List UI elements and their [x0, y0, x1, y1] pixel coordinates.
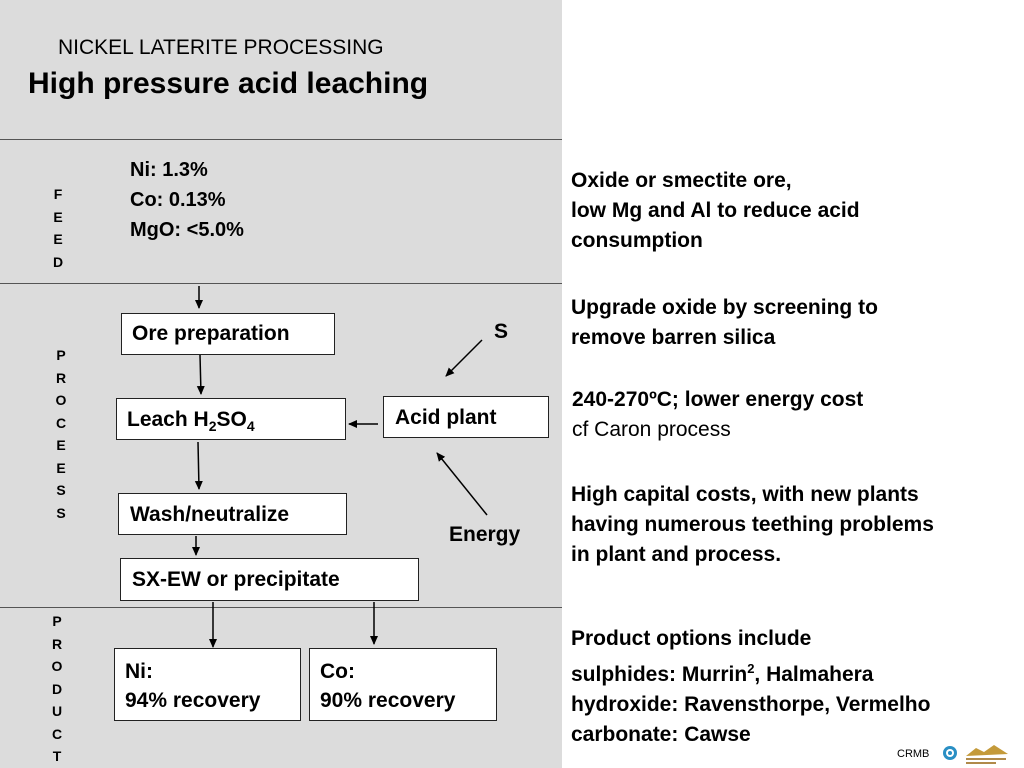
- note-feed: Oxide or smectite ore, low Mg and Al to reduce acid consumption: [571, 169, 860, 252]
- arrow-energy-to-acid: [437, 453, 487, 515]
- page-subtitle: NICKEL LATERITE PROCESSING: [58, 36, 384, 59]
- leach-box: Leach $H_2SO_4$: [116, 398, 346, 440]
- arrow-s-to-acid: [446, 340, 482, 376]
- partner-logo-icon: [964, 742, 1010, 766]
- arrow-leach-to-wash: [198, 442, 199, 489]
- sxew-box: SX-EW or precipitate: [120, 558, 419, 601]
- note-temperature: 240-270ºC; lower energy cost cf Caron process: [572, 388, 864, 441]
- ni-product-box: Ni: 94% recovery: [114, 648, 301, 721]
- note-upgrade: Upgrade oxide by screening to remove barren silica: [571, 296, 878, 349]
- note-capital-costs: High capital costs, with new plants having numerous teething problems in plant and process.: [571, 483, 934, 566]
- section-label-product: P R O D U C T: [51, 613, 63, 764]
- feed-ni: Ni: 1.3%: [130, 159, 208, 181]
- section-label-feed: F E E D: [52, 186, 64, 270]
- acid-plant-box: Acid plant: [383, 396, 549, 438]
- section-label-process: P R O C E E S S: [55, 347, 67, 521]
- feed-mgo: MgO: <5.0%: [130, 219, 244, 241]
- feed-co: Co: 0.13%: [130, 189, 226, 211]
- ore-preparation-box: Ore preparation: [121, 313, 335, 355]
- note-product-options: Product options include sulphides: Murrin$^2$, Halmahera hydroxide: Ravensthorpe, Vermelho carbonate: Cawse: [571, 627, 931, 746]
- csiro-logo-icon: [940, 744, 960, 766]
- wash-neutralize-box: Wash/neutralize: [118, 493, 347, 535]
- energy-label: Energy: [449, 523, 521, 546]
- sulfur-label: S: [494, 320, 509, 343]
- crmb-label: CRMB: [897, 748, 930, 760]
- co-product-box: Co: 90% recovery: [309, 648, 497, 721]
- page-title: High pressure acid leaching: [28, 67, 429, 100]
- arrow-ore-to-leach: [200, 355, 201, 394]
